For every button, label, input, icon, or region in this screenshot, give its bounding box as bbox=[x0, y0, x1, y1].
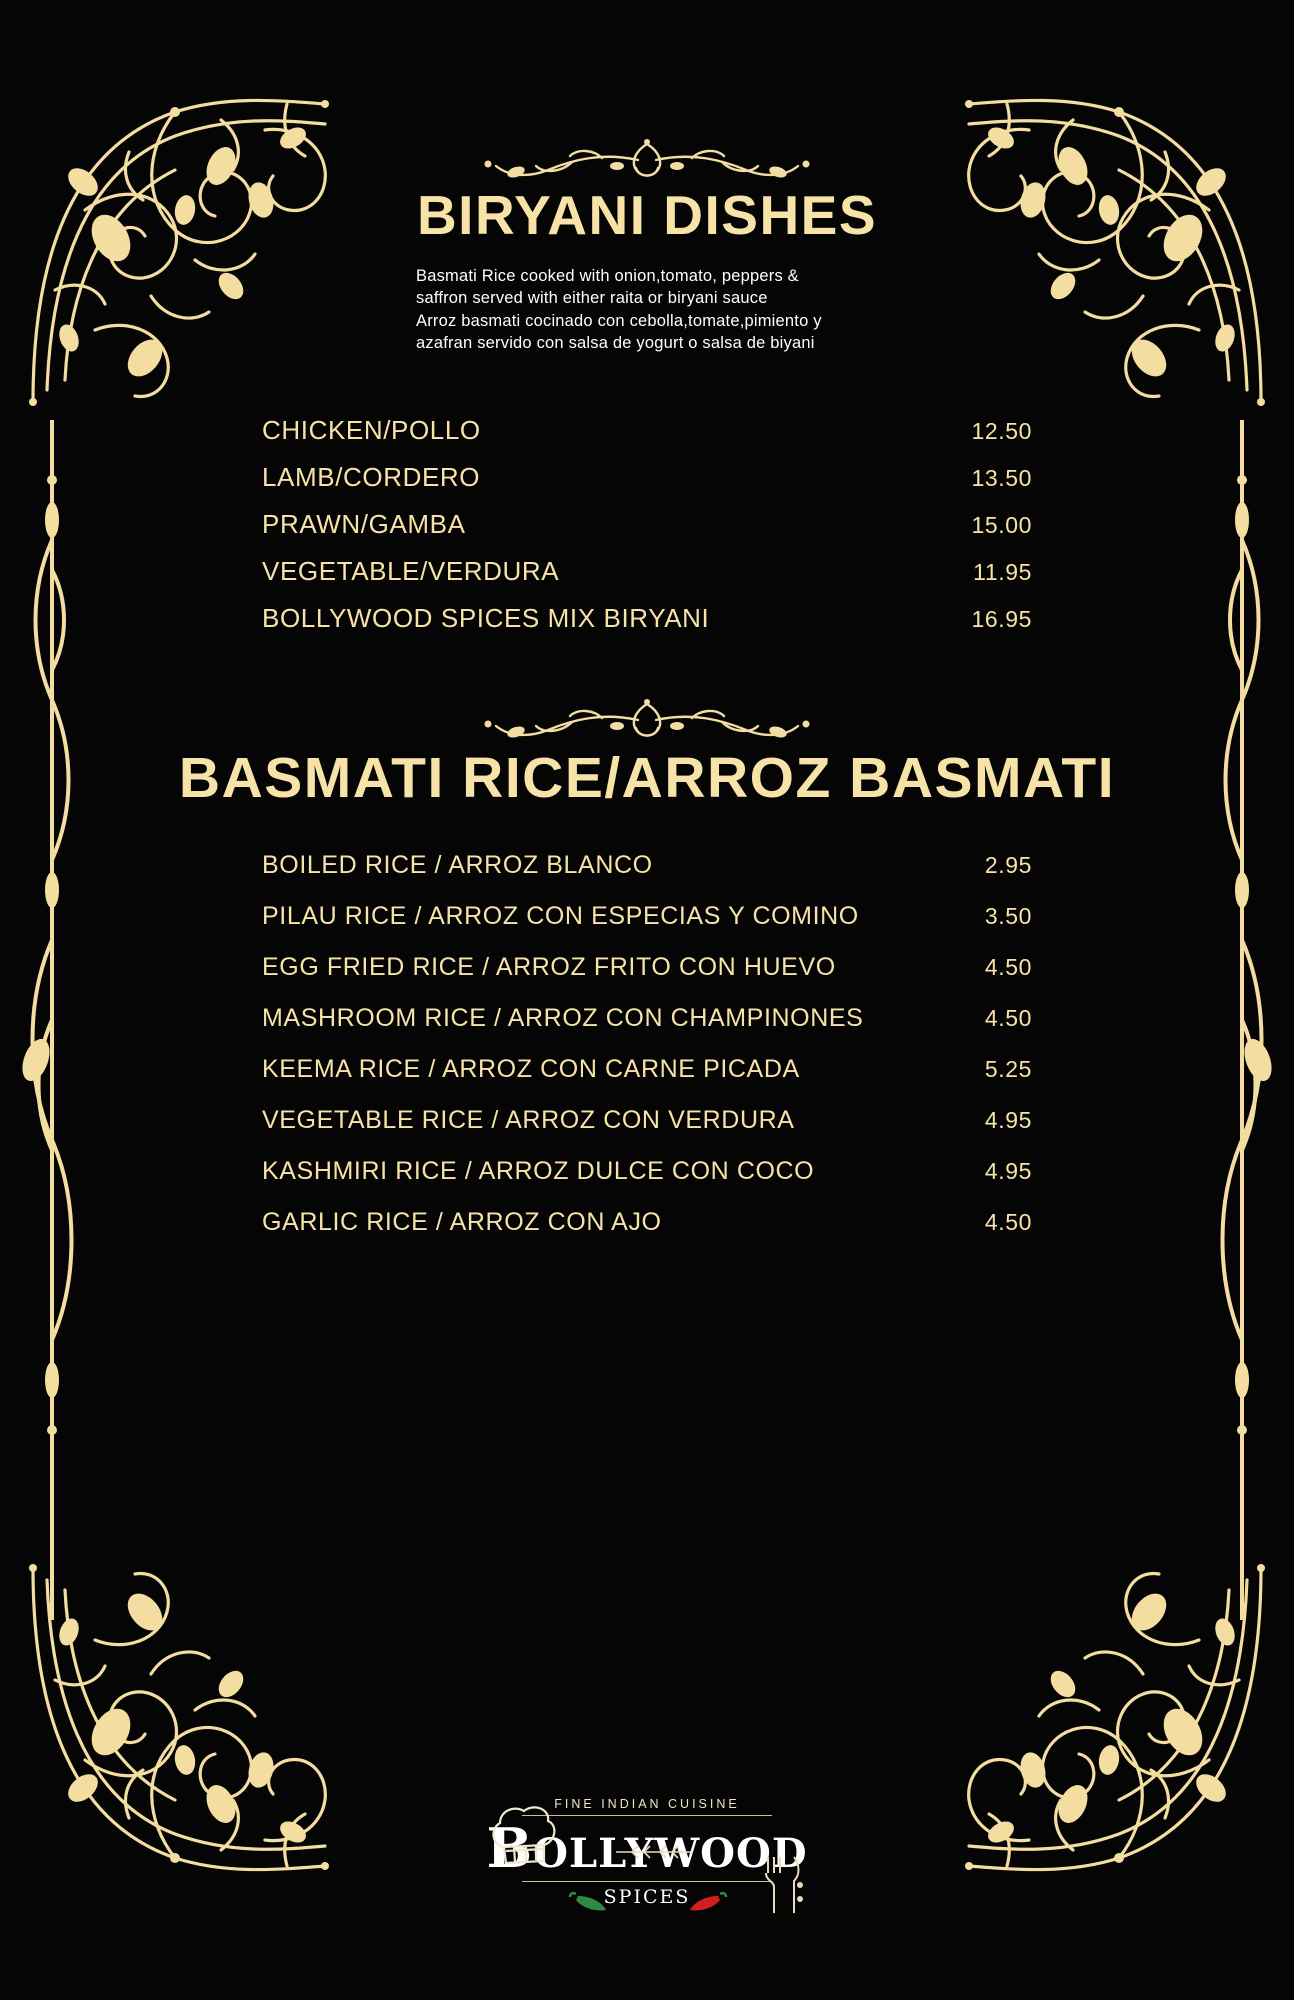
menu-item-name: VEGETABLE RICE / ARROZ CON VERDURA bbox=[262, 1105, 795, 1134]
menu-item bbox=[262, 556, 1032, 587]
description-line-3: Arroz basmati cocinado con cebolla,tomate,pimiento y bbox=[416, 311, 822, 330]
chef-hat-icon bbox=[488, 1803, 558, 1869]
description-line-4: azafran servido con salsa de yogurt o salsa de biyani bbox=[416, 334, 815, 353]
menu-item-price: 2.95 bbox=[984, 851, 1032, 878]
menu-item-price: 16.95 bbox=[971, 605, 1032, 632]
menu-item bbox=[262, 1157, 1032, 1186]
menu-item-name: PRAWN/GAMBA bbox=[262, 508, 466, 539]
menu-item-price: 3.50 bbox=[984, 902, 1032, 929]
section-description-biryani bbox=[408, 265, 886, 355]
divider-ornament-biryani bbox=[452, 138, 842, 186]
description-line-1: Basmati Rice cooked with onion,tomato, peppers & bbox=[416, 267, 799, 285]
menu-item-name: GARLIC RICE / ARROZ CON AJO bbox=[262, 1207, 662, 1236]
menu-item bbox=[262, 462, 1032, 493]
section-title-biryani: BIRYANI DISHES bbox=[416, 184, 878, 246]
menu-item bbox=[262, 1106, 1032, 1135]
menu-item bbox=[262, 1055, 1032, 1084]
menu-item-price: 12.50 bbox=[971, 417, 1032, 444]
chili-peppers-icon bbox=[568, 1888, 728, 1914]
menu-item bbox=[262, 415, 1032, 446]
menu-item-price: 15.00 bbox=[971, 511, 1032, 538]
menu-item-name: LAMB/CORDERO bbox=[262, 461, 481, 492]
menu-item-price: 13.50 bbox=[971, 464, 1032, 491]
menu-item-price: 4.50 bbox=[984, 1004, 1032, 1031]
menu-item-name: VEGETABLE/VERDURA bbox=[262, 555, 560, 586]
logo-name-rest: OLLYWOOD bbox=[533, 1830, 808, 1878]
menu-item-price: 4.95 bbox=[984, 1157, 1032, 1184]
menu-item-name: CHICKEN/POLLO bbox=[262, 414, 481, 445]
menu-item bbox=[262, 509, 1032, 540]
section-title-basmati: BASMATI RICE/ARROZ BASMATI bbox=[178, 745, 1116, 810]
menu-item-price: 5.25 bbox=[984, 1055, 1032, 1082]
menu-item bbox=[262, 953, 1032, 982]
wheat-icon bbox=[614, 1843, 694, 1861]
fork-knife-icon bbox=[758, 1855, 804, 1915]
menu-item bbox=[262, 902, 1032, 931]
menu-item-list-basmati bbox=[262, 851, 1032, 1237]
menu-item-price: 11.95 bbox=[973, 558, 1032, 585]
menu-item bbox=[262, 1208, 1032, 1237]
menu-item-name: KEEMA RICE / ARROZ CON CARNE PICADA bbox=[262, 1054, 800, 1083]
menu-item bbox=[262, 1004, 1032, 1033]
logo-subname-capital: S bbox=[603, 1886, 619, 1908]
menu-item bbox=[262, 603, 1032, 634]
menu-item-name: PILAU RICE / ARROZ CON ESPECIAS Y COMINO bbox=[262, 901, 859, 930]
logo-rule-bottom bbox=[522, 1881, 772, 1882]
restaurant-logo bbox=[482, 1797, 812, 1908]
menu-item-price: 4.95 bbox=[984, 1106, 1032, 1133]
description-line-2: saffron served with either raita or biryani sauce bbox=[416, 289, 768, 308]
logo-subname-rest: PICES bbox=[618, 1886, 691, 1908]
menu-item-list-biryani bbox=[262, 415, 1032, 634]
menu-item-name: EGG FRIED RICE / ARROZ FRITO CON HUEVO bbox=[262, 952, 836, 981]
divider-ornament-basmati bbox=[452, 698, 842, 746]
menu-item-name: MASHROOM RICE / ARROZ CON CHAMPINONES bbox=[262, 1003, 864, 1032]
logo-name-capital: B bbox=[486, 1816, 534, 1881]
logo-ribbon-text: FINE INDIAN CUISINE bbox=[554, 1797, 740, 1812]
menu-item-name: BOILED RICE / ARROZ BLANCO bbox=[262, 850, 653, 879]
logo-rule-top bbox=[522, 1815, 772, 1816]
menu-item bbox=[262, 851, 1032, 880]
menu-item-name: BOLLYWOOD SPICES MIX BIRYANI bbox=[262, 602, 710, 633]
menu-item-price: 4.50 bbox=[984, 1208, 1032, 1235]
menu-item-name: KASHMIRI RICE / ARROZ DULCE CON COCO bbox=[262, 1156, 815, 1185]
menu-item-price: 4.50 bbox=[984, 953, 1032, 980]
